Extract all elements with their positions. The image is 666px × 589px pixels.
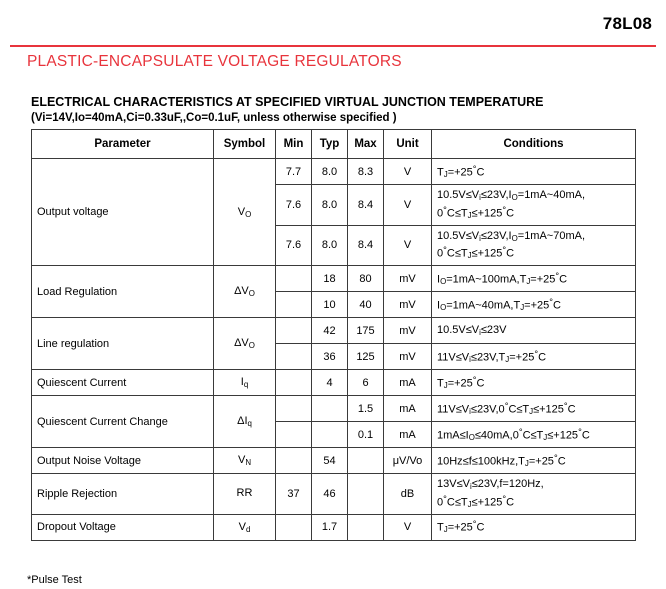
table-row [32,514,636,540]
conditions-line: $T_J=+25^\circ C$ [437,374,485,390]
footnote: *Pulse Test [27,574,82,586]
cell-min: 37 [276,474,312,515]
cell-parameter: Ripple Rejection [32,474,214,515]
conditions-line: $1mA\le I_O\le 40mA,0^\circ C\le T_J\le+125^\circ C$ [437,426,590,442]
cell-min [276,318,312,344]
conditions-line: $10.5V\le V_i\le 23V,I_O=1mA\sim 40mA$, [437,189,586,202]
cell-symbol [214,159,276,266]
column-header-conditions: Conditions [432,130,636,159]
cell-conditions [432,448,636,474]
cell-unit: mA [384,396,432,422]
column-header-symbol: Symbol [214,130,276,159]
cell-max: 175 [348,318,384,344]
cell-typ: 54 [312,448,348,474]
cell-conditions [432,266,636,292]
symbol-subscript: q [247,419,252,429]
cell-typ [312,422,348,448]
conditions-line: $10.5V\le V_i\le 23V,I_O=1mA\sim 70mA$, [437,229,586,243]
cell-symbol [214,514,276,540]
cell-max: 8.4 [348,185,384,226]
table-row [32,266,636,292]
cell-typ: 42 [312,318,348,344]
symbol-subscript: d [245,524,251,534]
electrical-characteristics-section [31,95,635,541]
cell-conditions [432,318,636,344]
cell-max [348,448,384,474]
cell-min [276,370,312,396]
cell-unit: V [384,185,432,226]
cell-unit: V [384,514,432,540]
conditions-line: $0^\circ C\le T_J\le+125^\circ C$ [437,245,515,261]
cell-parameter: Quiescent Current Change [32,396,214,448]
cell-min [276,448,312,474]
cell-unit: V [384,225,432,266]
cell-min [276,344,312,370]
cell-unit: mV [384,292,432,318]
cell-typ: 8.0 [312,225,348,266]
cell-min: 7.6 [276,185,312,226]
cell-typ: 8.0 [312,159,348,185]
column-header-min: Min [276,130,312,159]
cell-unit: dB [384,474,432,515]
electrical-characteristics-table [31,129,636,541]
symbol-subscript: O [248,289,255,299]
symbol-base: RR [236,487,253,500]
conditions-line: $10Hz\le f\le 100kHz,T_J=+25^\circ C$ [437,452,566,468]
symbol-base: ΔI [237,415,248,428]
cell-max [348,514,384,540]
column-header-max: Max [348,130,384,159]
cell-conditions [432,370,636,396]
symbol-subscript: q [243,380,249,390]
cell-conditions [432,159,636,185]
cell-parameter: Line regulation [32,318,214,370]
conditions-line: $0^\circ C\le T_J\le+125^\circ C$ [437,493,515,510]
cell-min: 7.7 [276,159,312,185]
conditions-line: $I_O=1mA\sim 40mA,T_J=+25^\circ C$ [437,296,561,312]
part-number: 78L08 [602,14,652,33]
symbol-base: V [237,454,246,467]
column-header-unit: Unit [384,130,432,159]
column-header-parameter: Parameter [32,130,214,159]
table-row [32,318,636,344]
cell-min [276,514,312,540]
cell-typ: 46 [312,474,348,515]
cell-unit: V [384,159,432,185]
table-header-row [32,130,636,159]
conditions-line: $11V\le V_i\le 23V,T_J=+25^\circ C$ [437,348,547,364]
cell-max: 8.4 [348,225,384,266]
cell-conditions [432,514,636,540]
cell-max: 6 [348,370,384,396]
symbol-subscript: O [248,341,255,351]
cell-unit: mV [384,344,432,370]
section-heading-line2: (Vi=14V,Io=40mA,Ci=0.33uF,,Co=0.1uF, unless otherwise specified ) [31,111,397,124]
cell-symbol [214,318,276,370]
cell-symbol [214,396,276,448]
cell-typ: 1.7 [312,514,348,540]
conditions-line: $0^\circ C\le T_J\le+125^\circ C$ [437,204,515,220]
symbol-subscript: N [245,458,252,468]
symbol-base: ΔV [234,285,249,298]
cell-unit: mA [384,422,432,448]
conditions-line: $T_J=+25^\circ C$ [437,519,485,535]
cell-typ: 8.0 [312,185,348,226]
cell-max: 80 [348,266,384,292]
cell-max [348,474,384,515]
cell-typ: 4 [312,370,348,396]
table-row [32,396,636,422]
cell-max: 40 [348,292,384,318]
cell-conditions [432,185,636,226]
symbol-subscript: O [245,209,252,219]
cell-unit: mA [384,370,432,396]
symbol-base: I [240,376,244,389]
symbol-base: V [238,520,246,533]
cell-min [276,396,312,422]
conditions-line: $11V\le V_i\le 23V,0^\circ C\le T_J\le+125^\circ C$ [437,400,576,416]
column-header-typ: Typ [312,130,348,159]
cell-conditions [432,225,636,266]
cell-parameter: Output voltage [32,159,214,266]
table-row [32,448,636,474]
cell-unit: mV [384,266,432,292]
cell-typ: 18 [312,266,348,292]
cell-conditions [432,474,636,515]
cell-symbol [214,474,276,515]
cell-typ: 36 [312,344,348,370]
cell-max: 1.5 [348,396,384,422]
cell-conditions [432,396,636,422]
cell-min [276,266,312,292]
cell-min [276,422,312,448]
cell-min: 7.6 [276,225,312,266]
symbol-base: V [237,205,246,218]
cell-min [276,292,312,318]
cell-max: 125 [348,344,384,370]
cell-symbol [214,266,276,318]
cell-parameter: Dropout Voltage [32,514,214,540]
cell-unit: μV/Vo [384,448,432,474]
cell-unit: mV [384,318,432,344]
conditions-line: $13V\le V_i\le 23V,f=120Hz$, [437,478,544,492]
table-row [32,474,636,515]
symbol-base: ΔV [234,337,249,350]
section-heading-line1: ELECTRICAL CHARACTERISTICS AT SPECIFIED VIRTUAL JUNCTION TEMPERATURE [31,95,544,109]
table-row [32,159,636,185]
cell-typ: 10 [312,292,348,318]
cell-conditions [432,344,636,370]
cell-symbol [214,448,276,474]
conditions-line: $T_J=+25^\circ C$ [437,163,485,179]
cell-conditions [432,292,636,318]
cell-max: 8.3 [348,159,384,185]
conditions-line: $10.5V\le V_i\le 23V$ [437,323,507,337]
cell-parameter: Quiescent Current [32,370,214,396]
cell-typ [312,396,348,422]
cell-parameter: Load Regulation [32,266,214,318]
cell-conditions [432,422,636,448]
cell-symbol [214,370,276,396]
table-row [32,370,636,396]
cell-max: 0.1 [348,422,384,448]
cell-parameter: Output Noise Voltage [32,448,214,474]
header-divider [10,45,656,47]
section-heading [31,95,635,125]
conditions-line: $I_O=1mA\sim 100mA,T_J=+25^\circ C$ [437,270,568,286]
page-title: PLASTIC-ENCAPSULATE VOLTAGE REGULATORS [27,53,402,70]
